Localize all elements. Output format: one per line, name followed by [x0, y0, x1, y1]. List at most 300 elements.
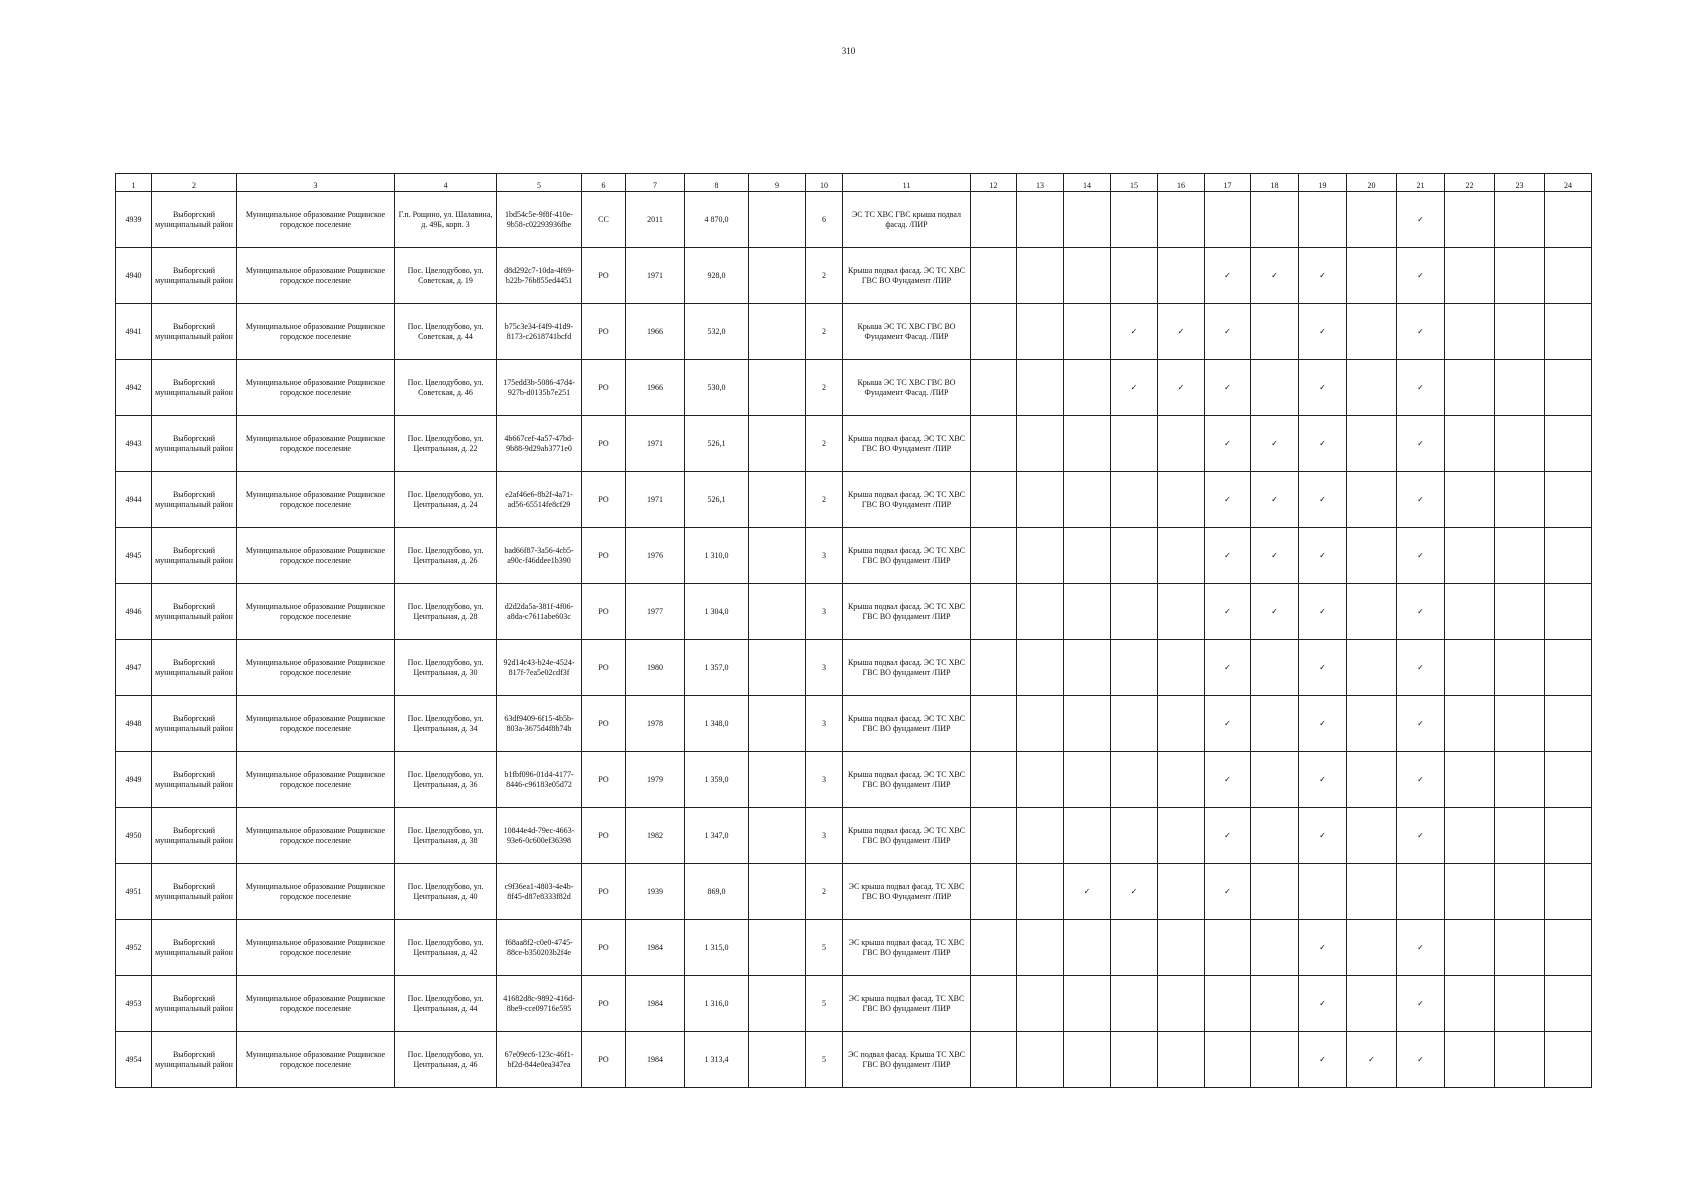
check-mark-icon: ✓ — [1417, 774, 1424, 784]
check-cell-col-12 — [971, 696, 1017, 752]
municipality-cell: Муниципальное образование Рощинское городское поселение — [237, 304, 395, 360]
row-number-cell: 4946 — [116, 584, 152, 640]
check-cell-col-20 — [1347, 528, 1397, 584]
row-number-cell: 4951 — [116, 864, 152, 920]
check-cell-col-20 — [1347, 808, 1397, 864]
check-cell-col-20 — [1347, 584, 1397, 640]
check-cell-col-17 — [1205, 696, 1251, 752]
check-cell-col-21 — [1397, 472, 1445, 528]
row-number-cell: 4953 — [116, 976, 152, 1032]
address-cell: Пос. Цвелодубово, ул. Центральная, д. 44 — [395, 976, 497, 1032]
check-cell-col-13 — [1017, 192, 1064, 248]
check-cell-col-15 — [1111, 640, 1158, 696]
type-cell: РО — [582, 472, 626, 528]
works-cell: Крыша ЭС ТС ХВС ГВС ВО Фундамент Фасад. /ПИР — [843, 360, 971, 416]
address-cell: Пос. Цвелодубово, ул. Центральная, д. 24 — [395, 472, 497, 528]
check-cell-col-15 — [1111, 584, 1158, 640]
check-cell-col-21 — [1397, 920, 1445, 976]
check-cell-col-24 — [1545, 808, 1592, 864]
check-cell-col-14 — [1064, 752, 1111, 808]
check-cell-col-19 — [1299, 416, 1347, 472]
check-cell-col-16 — [1158, 808, 1205, 864]
works-cell: ЭС крыша подвал фасад. ТС ХВС ГВС ВО фундамент /ПИР — [843, 920, 971, 976]
column-9-cell — [749, 360, 806, 416]
table-row — [116, 360, 1592, 416]
check-mark-icon: ✓ — [1319, 606, 1326, 616]
address-cell: Пос. Цвелодубово, ул. Центральная, д. 22 — [395, 416, 497, 472]
check-cell-col-19 — [1299, 528, 1347, 584]
check-mark-icon: ✓ — [1224, 382, 1231, 392]
column-9-cell — [749, 640, 806, 696]
year-cell: 1984 — [626, 920, 685, 976]
table-row — [116, 640, 1592, 696]
check-cell-col-18 — [1251, 584, 1299, 640]
type-cell: РО — [582, 416, 626, 472]
check-mark-icon: ✓ — [1224, 438, 1231, 448]
row-number-cell: 4947 — [116, 640, 152, 696]
check-mark-icon: ✓ — [1319, 998, 1326, 1008]
check-cell-col-17 — [1205, 528, 1251, 584]
district-cell: Выборгский муниципальный район — [152, 472, 237, 528]
check-cell-col-18 — [1251, 640, 1299, 696]
check-cell-col-17 — [1205, 248, 1251, 304]
check-cell-col-14 — [1064, 920, 1111, 976]
check-cell-col-19 — [1299, 752, 1347, 808]
table-header — [116, 174, 1592, 192]
check-cell-col-23 — [1495, 528, 1545, 584]
address-cell: Пос. Цвелодубово, ул. Центральная, д. 34 — [395, 696, 497, 752]
check-cell-col-20 — [1347, 416, 1397, 472]
check-cell-col-21 — [1397, 864, 1445, 920]
column-header-11: 11 — [843, 174, 971, 192]
column-header-5: 5 — [497, 174, 582, 192]
table-row — [116, 416, 1592, 472]
check-mark-icon: ✓ — [1224, 270, 1231, 280]
table-row — [116, 248, 1592, 304]
floors-cell: 2 — [806, 304, 843, 360]
year-cell: 1971 — [626, 248, 685, 304]
area-cell: 1 357,0 — [685, 640, 749, 696]
check-mark-icon: ✓ — [1224, 774, 1231, 784]
check-cell-col-13 — [1017, 528, 1064, 584]
row-number-cell: 4954 — [116, 1032, 152, 1088]
check-cell-col-24 — [1545, 752, 1592, 808]
column-9-cell — [749, 304, 806, 360]
check-cell-col-19 — [1299, 192, 1347, 248]
year-cell: 1980 — [626, 640, 685, 696]
area-cell: 1 304,0 — [685, 584, 749, 640]
check-cell-col-20 — [1347, 192, 1397, 248]
check-cell-col-17 — [1205, 752, 1251, 808]
type-cell: СС — [582, 192, 626, 248]
check-cell-col-18 — [1251, 976, 1299, 1032]
check-cell-col-20 — [1347, 696, 1397, 752]
check-cell-col-23 — [1495, 584, 1545, 640]
floors-cell: 2 — [806, 248, 843, 304]
check-cell-col-22 — [1445, 528, 1495, 584]
check-cell-col-18 — [1251, 304, 1299, 360]
column-9-cell — [749, 528, 806, 584]
district-cell: Выборгский муниципальный район — [152, 864, 237, 920]
check-cell-col-12 — [971, 752, 1017, 808]
column-header-17: 17 — [1205, 174, 1251, 192]
check-cell-col-13 — [1017, 304, 1064, 360]
table-row — [116, 696, 1592, 752]
check-cell-col-22 — [1445, 976, 1495, 1032]
check-cell-col-23 — [1495, 360, 1545, 416]
floors-cell: 5 — [806, 1032, 843, 1088]
check-mark-icon: ✓ — [1177, 382, 1185, 392]
check-cell-col-16 — [1158, 1032, 1205, 1088]
area-cell: 526,1 — [685, 472, 749, 528]
works-cell: ЭС подвал фасад. Крыша ТС ХВС ГВС ВО фундамент /ПИР — [843, 1032, 971, 1088]
check-cell-col-12 — [971, 1032, 1017, 1088]
check-cell-col-21 — [1397, 640, 1445, 696]
check-cell-col-20 — [1347, 1032, 1397, 1088]
area-cell: 869,0 — [685, 864, 749, 920]
guid-cell: 92d14c43-b24e-4524-817f-7ea5e02cdf3f — [497, 640, 582, 696]
check-cell-col-19 — [1299, 696, 1347, 752]
check-mark-icon: ✓ — [1319, 326, 1326, 336]
district-cell: Выборгский муниципальный район — [152, 920, 237, 976]
check-cell-col-18 — [1251, 1032, 1299, 1088]
check-cell-col-22 — [1445, 696, 1495, 752]
check-cell-col-24 — [1545, 920, 1592, 976]
guid-cell: 41682d8c-9892-416d-8be9-cce09716e595 — [497, 976, 582, 1032]
check-mark-icon: ✓ — [1271, 494, 1278, 504]
check-cell-col-24 — [1545, 304, 1592, 360]
column-9-cell — [749, 472, 806, 528]
check-mark-icon: ✓ — [1417, 1054, 1424, 1064]
column-header-14: 14 — [1064, 174, 1111, 192]
district-cell: Выборгский муниципальный район — [152, 192, 237, 248]
check-mark-icon: ✓ — [1224, 326, 1231, 336]
check-cell-col-22 — [1445, 248, 1495, 304]
check-mark-icon: ✓ — [1319, 438, 1326, 448]
year-cell: 1976 — [626, 528, 685, 584]
address-cell: Пос. Цвелодубово, ул. Советская, д. 44 — [395, 304, 497, 360]
check-cell-col-22 — [1445, 416, 1495, 472]
check-cell-col-20 — [1347, 304, 1397, 360]
floors-cell: 2 — [806, 472, 843, 528]
check-cell-col-24 — [1545, 472, 1592, 528]
check-cell-col-14 — [1064, 528, 1111, 584]
check-cell-col-16 — [1158, 696, 1205, 752]
row-number-cell: 4948 — [116, 696, 152, 752]
check-cell-col-13 — [1017, 864, 1064, 920]
address-cell: Пос. Цвелодубово, ул. Советская, д. 46 — [395, 360, 497, 416]
check-cell-col-19 — [1299, 304, 1347, 360]
check-mark-icon: ✓ — [1417, 998, 1424, 1008]
check-cell-col-12 — [971, 920, 1017, 976]
check-mark-icon: ✓ — [1224, 550, 1231, 560]
check-cell-col-14 — [1064, 192, 1111, 248]
column-header-21: 21 — [1397, 174, 1445, 192]
check-cell-col-20 — [1347, 360, 1397, 416]
check-cell-col-18 — [1251, 472, 1299, 528]
district-cell: Выборгский муниципальный район — [152, 248, 237, 304]
check-cell-col-22 — [1445, 920, 1495, 976]
address-cell: Пос. Цвелодубово, ул. Советская, д. 19 — [395, 248, 497, 304]
check-cell-col-22 — [1445, 808, 1495, 864]
check-cell-col-24 — [1545, 584, 1592, 640]
check-cell-col-15 — [1111, 416, 1158, 472]
municipality-cell: Муниципальное образование Рощинское городское поселение — [237, 360, 395, 416]
works-cell: ЭС крыша подвал фасад. ТС ХВС ГВС ВО фундамент /ПИР — [843, 976, 971, 1032]
column-9-cell — [749, 808, 806, 864]
row-number-cell: 4940 — [116, 248, 152, 304]
register-table — [115, 173, 1592, 1088]
check-cell-col-20 — [1347, 472, 1397, 528]
check-cell-col-12 — [971, 976, 1017, 1032]
municipality-cell: Муниципальное образование Рощинское городское поселение — [237, 920, 395, 976]
area-cell: 928,0 — [685, 248, 749, 304]
type-cell: РО — [582, 752, 626, 808]
column-header-16: 16 — [1158, 174, 1205, 192]
check-cell-col-21 — [1397, 192, 1445, 248]
row-number-cell: 4942 — [116, 360, 152, 416]
column-9-cell — [749, 192, 806, 248]
check-cell-col-21 — [1397, 976, 1445, 1032]
year-cell: 1977 — [626, 584, 685, 640]
column-header-8: 8 — [685, 174, 749, 192]
check-cell-col-13 — [1017, 416, 1064, 472]
check-cell-col-14 — [1064, 584, 1111, 640]
area-cell: 532,0 — [685, 304, 749, 360]
check-cell-col-13 — [1017, 808, 1064, 864]
check-cell-col-18 — [1251, 752, 1299, 808]
check-cell-col-20 — [1347, 864, 1397, 920]
check-cell-col-13 — [1017, 248, 1064, 304]
check-cell-col-22 — [1445, 472, 1495, 528]
check-mark-icon: ✓ — [1130, 326, 1138, 336]
column-9-cell — [749, 864, 806, 920]
guid-cell: b75c3e34-f4f9-41d9-8173-c2618741bcfd — [497, 304, 582, 360]
guid-cell: 4b667cef-4a57-47bd-9b88-9d29ab3771e0 — [497, 416, 582, 472]
check-cell-col-17 — [1205, 864, 1251, 920]
municipality-cell: Муниципальное образование Рощинское городское поселение — [237, 808, 395, 864]
check-cell-col-21 — [1397, 528, 1445, 584]
check-cell-col-12 — [971, 528, 1017, 584]
check-cell-col-19 — [1299, 248, 1347, 304]
table-row — [116, 752, 1592, 808]
table-row — [116, 304, 1592, 360]
district-cell: Выборгский муниципальный район — [152, 528, 237, 584]
check-cell-col-16 — [1158, 752, 1205, 808]
district-cell: Выборгский муниципальный район — [152, 640, 237, 696]
municipality-cell: Муниципальное образование Рощинское городское поселение — [237, 248, 395, 304]
check-cell-col-12 — [971, 360, 1017, 416]
guid-cell: 1bd54c5e-9f8f-410e-9b58-c02293936fbe — [497, 192, 582, 248]
check-cell-col-16 — [1158, 976, 1205, 1032]
check-cell-col-23 — [1495, 920, 1545, 976]
check-cell-col-12 — [971, 864, 1017, 920]
district-cell: Выборгский муниципальный район — [152, 360, 237, 416]
works-cell: Крыша подвал фасад. ЭС ТС ХВС ГВС ВО фундамент /ПИР — [843, 584, 971, 640]
check-cell-col-24 — [1545, 360, 1592, 416]
check-mark-icon: ✓ — [1319, 830, 1326, 840]
check-mark-icon: ✓ — [1417, 662, 1424, 672]
check-cell-col-21 — [1397, 304, 1445, 360]
check-mark-icon: ✓ — [1271, 606, 1278, 616]
check-cell-col-18 — [1251, 360, 1299, 416]
district-cell: Выборгский муниципальный район — [152, 584, 237, 640]
municipality-cell: Муниципальное образование Рощинское городское поселение — [237, 584, 395, 640]
check-cell-col-20 — [1347, 752, 1397, 808]
check-cell-col-12 — [971, 472, 1017, 528]
works-cell: Крыша подвал фасад. ЭС ТС ХВС ГВС ВО Фундамент /ПИР — [843, 472, 971, 528]
check-cell-col-17 — [1205, 472, 1251, 528]
check-cell-col-13 — [1017, 472, 1064, 528]
type-cell: РО — [582, 976, 626, 1032]
check-cell-col-21 — [1397, 360, 1445, 416]
type-cell: РО — [582, 864, 626, 920]
area-cell: 1 347,0 — [685, 808, 749, 864]
check-cell-col-13 — [1017, 976, 1064, 1032]
check-cell-col-12 — [971, 304, 1017, 360]
check-cell-col-13 — [1017, 640, 1064, 696]
floors-cell: 2 — [806, 416, 843, 472]
check-cell-col-17 — [1205, 360, 1251, 416]
check-cell-col-22 — [1445, 360, 1495, 416]
check-cell-col-22 — [1445, 1032, 1495, 1088]
check-cell-col-14 — [1064, 1032, 1111, 1088]
check-mark-icon: ✓ — [1224, 662, 1231, 672]
works-cell: Крыша подвал фасад. ЭС ТС ХВС ГВС ВО фундамент /ПИР — [843, 640, 971, 696]
guid-cell: c9f36ea1-4803-4e4b-8f45-d87e8333f82d — [497, 864, 582, 920]
check-cell-col-16 — [1158, 248, 1205, 304]
row-number-cell: 4944 — [116, 472, 152, 528]
type-cell: РО — [582, 640, 626, 696]
column-9-cell — [749, 920, 806, 976]
column-header-13: 13 — [1017, 174, 1064, 192]
floors-cell: 3 — [806, 528, 843, 584]
check-cell-col-14 — [1064, 304, 1111, 360]
check-mark-icon: ✓ — [1319, 382, 1326, 392]
check-mark-icon: ✓ — [1319, 494, 1326, 504]
column-header-10: 10 — [806, 174, 843, 192]
column-header-3: 3 — [237, 174, 395, 192]
works-cell: Крыша подвал фасад. ЭС ТС ХВС ГВС ВО фундамент /ПИР — [843, 808, 971, 864]
year-cell: 1984 — [626, 1032, 685, 1088]
check-cell-col-24 — [1545, 1032, 1592, 1088]
check-cell-col-12 — [971, 248, 1017, 304]
floors-cell: 3 — [806, 640, 843, 696]
district-cell: Выборгский муниципальный район — [152, 976, 237, 1032]
check-cell-col-16 — [1158, 640, 1205, 696]
check-mark-icon: ✓ — [1368, 1054, 1375, 1064]
check-mark-icon: ✓ — [1417, 326, 1424, 336]
area-cell: 4 870,0 — [685, 192, 749, 248]
column-9-cell — [749, 584, 806, 640]
table-row — [116, 472, 1592, 528]
check-mark-icon: ✓ — [1417, 718, 1424, 728]
check-cell-col-17 — [1205, 976, 1251, 1032]
check-mark-icon: ✓ — [1319, 662, 1326, 672]
check-cell-col-20 — [1347, 976, 1397, 1032]
column-header-9: 9 — [749, 174, 806, 192]
type-cell: РО — [582, 920, 626, 976]
check-mark-icon: ✓ — [1417, 830, 1424, 840]
check-cell-col-16 — [1158, 584, 1205, 640]
check-cell-col-12 — [971, 416, 1017, 472]
check-cell-col-13 — [1017, 1032, 1064, 1088]
check-cell-col-13 — [1017, 696, 1064, 752]
check-mark-icon: ✓ — [1224, 830, 1231, 840]
check-cell-col-15 — [1111, 920, 1158, 976]
check-cell-col-19 — [1299, 864, 1347, 920]
row-number-cell: 4941 — [116, 304, 152, 360]
works-cell: Крыша подвал фасад. ЭС ТС ХВС ГВС ВО фундамент /ПИР — [843, 696, 971, 752]
check-cell-col-21 — [1397, 808, 1445, 864]
check-cell-col-14 — [1064, 472, 1111, 528]
check-cell-col-13 — [1017, 584, 1064, 640]
check-mark-icon: ✓ — [1417, 494, 1424, 504]
column-9-cell — [749, 1032, 806, 1088]
check-cell-col-15 — [1111, 864, 1158, 920]
column-header-18: 18 — [1251, 174, 1299, 192]
check-cell-col-17 — [1205, 1032, 1251, 1088]
year-cell: 1982 — [626, 808, 685, 864]
check-cell-col-24 — [1545, 192, 1592, 248]
works-cell: Крыша ЭС ТС ХВС ГВС ВО Фундамент Фасад. /ПИР — [843, 304, 971, 360]
check-cell-col-22 — [1445, 304, 1495, 360]
check-cell-col-22 — [1445, 752, 1495, 808]
year-cell: 1966 — [626, 304, 685, 360]
check-cell-col-15 — [1111, 192, 1158, 248]
floors-cell: 3 — [806, 752, 843, 808]
check-cell-col-24 — [1545, 416, 1592, 472]
check-cell-col-18 — [1251, 248, 1299, 304]
floors-cell: 2 — [806, 864, 843, 920]
row-number-cell: 4939 — [116, 192, 152, 248]
check-cell-col-17 — [1205, 192, 1251, 248]
column-header-22: 22 — [1445, 174, 1495, 192]
district-cell: Выборгский муниципальный район — [152, 808, 237, 864]
check-cell-col-16 — [1158, 304, 1205, 360]
check-cell-col-22 — [1445, 864, 1495, 920]
check-cell-col-20 — [1347, 920, 1397, 976]
year-cell: 1984 — [626, 976, 685, 1032]
check-cell-col-23 — [1495, 752, 1545, 808]
area-cell: 1 315,0 — [685, 920, 749, 976]
area-cell: 1 310,0 — [685, 528, 749, 584]
check-mark-icon: ✓ — [1319, 1054, 1326, 1064]
check-cell-col-21 — [1397, 248, 1445, 304]
year-cell: 1978 — [626, 696, 685, 752]
table-row — [116, 192, 1592, 248]
check-cell-col-21 — [1397, 584, 1445, 640]
check-cell-col-18 — [1251, 192, 1299, 248]
check-cell-col-18 — [1251, 696, 1299, 752]
table-row — [116, 584, 1592, 640]
check-cell-col-13 — [1017, 920, 1064, 976]
address-cell: Пос. Цвелодубово, ул. Центральная, д. 36 — [395, 752, 497, 808]
check-cell-col-12 — [971, 192, 1017, 248]
guid-cell: d2d2da5a-381f-4f06-a8da-c7611abe603c — [497, 584, 582, 640]
guid-cell: 67e09ec6-123c-46f1-bf2d-844e0ea347ea — [497, 1032, 582, 1088]
check-cell-col-23 — [1495, 192, 1545, 248]
check-cell-col-18 — [1251, 416, 1299, 472]
check-cell-col-22 — [1445, 640, 1495, 696]
column-header-2: 2 — [152, 174, 237, 192]
check-cell-col-15 — [1111, 304, 1158, 360]
type-cell: РО — [582, 248, 626, 304]
row-number-cell: 4949 — [116, 752, 152, 808]
check-cell-col-23 — [1495, 864, 1545, 920]
check-cell-col-23 — [1495, 640, 1545, 696]
check-cell-col-16 — [1158, 528, 1205, 584]
